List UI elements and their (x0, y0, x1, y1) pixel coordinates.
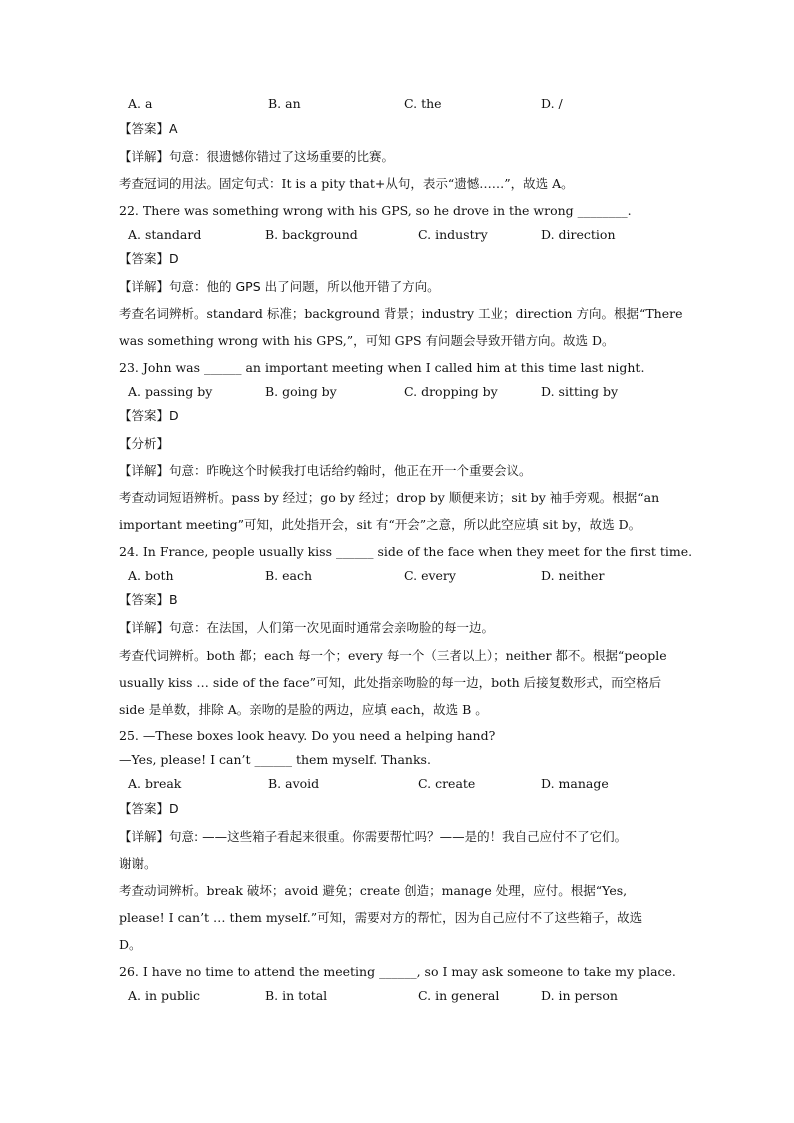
q22-option-d: D. direction (541, 227, 616, 242)
q25-option-a: A. break (128, 776, 182, 791)
q25-option-c: C. create (418, 776, 476, 791)
q23-question: 23. John was ______ an important meeting when I called him at this time last night. (119, 360, 645, 375)
q24-analysis-3: side 是单数，排除 A。亲吻的是脸的两边，应填 each，故选 B 。 (119, 702, 488, 717)
q22-detail: 【详解】句意：他的 GPS 出了问题，所以他开错了方向。 (119, 279, 440, 294)
q25-detail-2: 谢谢。 (119, 856, 157, 871)
q24-option-b: B. each (265, 568, 313, 583)
q24-answer: 【答案】B (119, 592, 178, 607)
q21-option-b: B. an (268, 96, 301, 111)
q23-answer: 【答案】D (119, 408, 179, 423)
q25-option-d: D. manage (541, 776, 609, 791)
q26-option-a: A. in public (128, 988, 201, 1003)
q25-detail-1: 【详解】句意: ——这些箱子看起来很重。你需要帮忙吗？——是的！我自己应付不了它们。 (119, 829, 628, 844)
q24-analysis-1: 考查代词辨析。both 都；each 每一个；every 每一个（三者以上）；neither 都不。根据“people (119, 648, 667, 663)
q21-option-c: C. the (404, 96, 442, 111)
q25-analysis-1: 考查动词辨析。break 破坏；avoid 避免；create 创造；manage 处理，应付。根据“Yes, (119, 883, 628, 898)
q26-option-d: D. in person (541, 988, 618, 1003)
q23-detail: 【详解】句意：昨晚这个时候我打电话给约翰时，他正在开一个重要会议。 (119, 463, 532, 478)
q21-detail: 【详解】句意：很遗憾你错过了这场重要的比赛。 (119, 149, 395, 164)
q22-analysis-1: 考查名词辨析。standard 标准；background 背景；industry 工业；direction 方向。根据“There (119, 306, 683, 321)
q23-option-d: D. sitting by (541, 384, 619, 399)
q21-analysis: 考查冠词的用法。固定句式：It is a pity that+从句，表示“遗憾……”，故选 A。 (119, 176, 574, 191)
q23-option-a: A. passing by (128, 384, 213, 399)
q24-analysis-2: usually kiss … side of the face”可知，此处指亲吻脸的每一边，both 后接复数形式，而空格后 (119, 675, 662, 690)
q25-answer: 【答案】D (119, 801, 179, 816)
q23-analysis-2: important meeting”可知，此处指开会，sit 有“开会”之意，所以此空应填 sit by，故选 D。 (119, 517, 642, 532)
q26-option-c: C. in general (418, 988, 500, 1003)
q22-answer: 【答案】D (119, 251, 179, 266)
q22-question: 22. There was something wrong with his GPS, so he drove in the wrong ________. (119, 203, 632, 218)
q22-option-b: B. background (265, 227, 358, 242)
q23-option-c: C. dropping by (404, 384, 498, 399)
q24-option-c: C. every (404, 568, 456, 583)
q24-option-d: D. neither (541, 568, 605, 583)
q25-analysis-3: D。 (119, 937, 142, 952)
q26-option-b: B. in total (265, 988, 328, 1003)
q25-question-1: 25. —These boxes look heavy. Do you need a helping hand? (119, 728, 496, 743)
q21-answer: 【答案】A (119, 121, 178, 136)
q23-fenxi: 【分析】 (119, 436, 170, 451)
q22-option-c: C. industry (418, 227, 488, 242)
q24-option-a: A. both (128, 568, 174, 583)
q25-question-2: —Yes, please! I can’t ______ them myself. Thanks. (119, 752, 431, 767)
q23-option-b: B. going by (265, 384, 337, 399)
q21-option-a: A. a (128, 96, 153, 111)
q22-analysis-2: was something wrong with his GPS,”，可知 GPS 有问题会导致开错方向。故选 D。 (119, 333, 615, 348)
q25-analysis-2: please! I can’t … them myself.”可知，需要对方的帮忙，因为自己应付不了这些箱子，故选 (119, 910, 643, 925)
q26-question: 26. I have no time to attend the meeting ______, so I may ask someone to take my place. (119, 964, 676, 979)
q24-detail: 【详解】句意：在法国，人们第一次见面时通常会亲吻脸的每一边。 (119, 620, 495, 635)
q24-question: 24. In France, people usually kiss ______ side of the face when they meet for the first time. (119, 544, 693, 559)
q25-option-b: B. avoid (268, 776, 320, 791)
q23-analysis-1: 考查动词短语辨析。pass by 经过；go by 经过；drop by 顺便来访；sit by 袖手旁观。根据“an (119, 490, 660, 505)
q22-option-a: A. standard (128, 227, 202, 242)
q21-option-d: D. / (541, 96, 563, 111)
